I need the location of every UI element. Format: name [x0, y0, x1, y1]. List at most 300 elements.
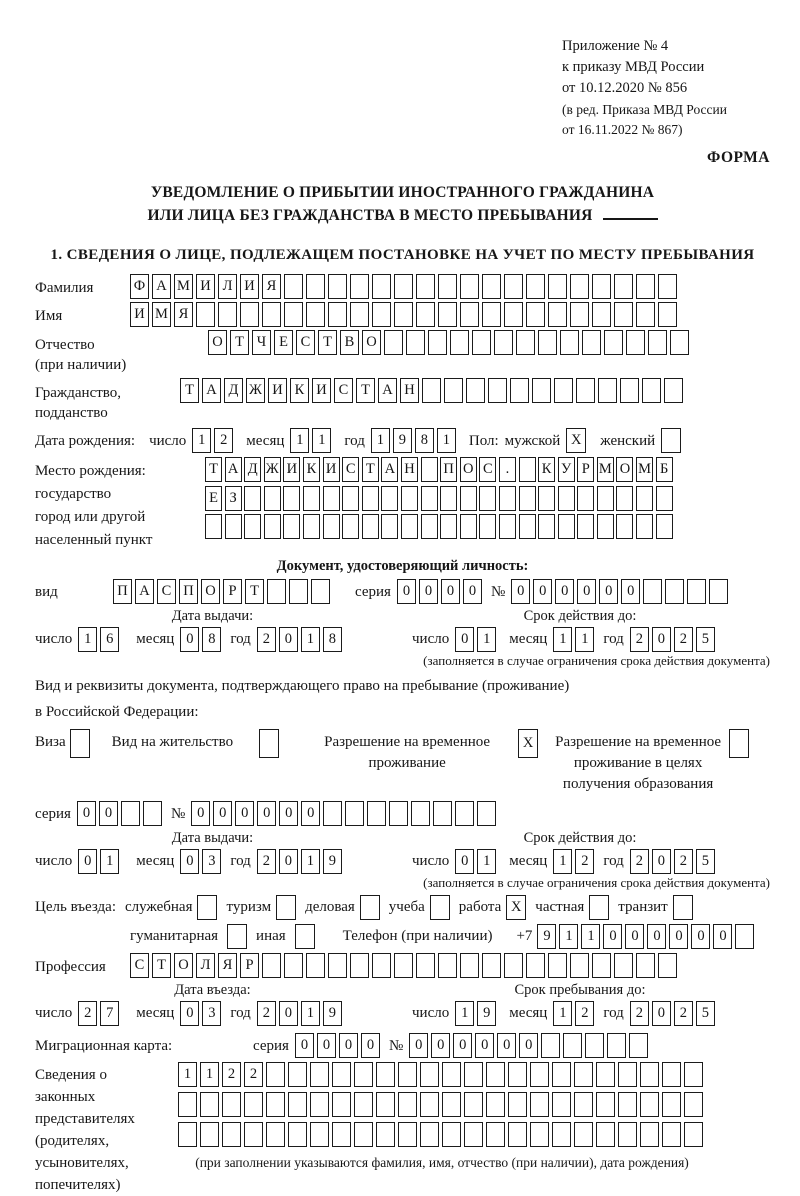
char-cell[interactable]	[196, 302, 215, 327]
char-cell[interactable]: 1	[312, 428, 331, 453]
char-cell[interactable]	[530, 1062, 549, 1087]
char-cell[interactable]: 9	[323, 1001, 342, 1026]
char-cell[interactable]	[560, 330, 579, 355]
char-cell[interactable]	[636, 953, 655, 978]
char-cell[interactable]: И	[240, 274, 259, 299]
char-cell[interactable]	[532, 378, 551, 403]
char-cell[interactable]	[479, 514, 496, 539]
char-cell[interactable]: 0	[361, 1033, 380, 1058]
char-cell[interactable]: 0	[419, 579, 438, 604]
char-cell[interactable]: 0	[441, 579, 460, 604]
char-cell[interactable]	[687, 579, 706, 604]
char-cell[interactable]	[486, 1062, 505, 1087]
char-cell[interactable]	[244, 514, 261, 539]
char-cell[interactable]: 0	[180, 1001, 199, 1026]
char-cell[interactable]: Ж	[264, 457, 281, 482]
char-cell[interactable]: С	[130, 953, 149, 978]
char-cell[interactable]	[636, 514, 653, 539]
char-cell[interactable]	[629, 1033, 648, 1058]
char-cell[interactable]: О	[201, 579, 220, 604]
char-cell[interactable]	[577, 486, 594, 511]
char-cell[interactable]: 1	[301, 627, 320, 652]
char-cell[interactable]	[640, 1062, 659, 1087]
char-cell[interactable]	[499, 486, 516, 511]
char-cell[interactable]: Т	[230, 330, 249, 355]
char-cell[interactable]	[658, 274, 677, 299]
char-cell[interactable]	[570, 953, 589, 978]
char-cell[interactable]	[283, 514, 300, 539]
char-cell[interactable]	[614, 953, 633, 978]
purpose-rabota-checkbox[interactable]: X	[506, 895, 526, 920]
char-cell[interactable]: М	[174, 274, 193, 299]
char-cell[interactable]	[222, 1122, 241, 1147]
char-cell[interactable]	[709, 579, 728, 604]
char-cell[interactable]: М	[597, 457, 614, 482]
char-cell[interactable]: 1	[192, 428, 211, 453]
char-cell[interactable]	[303, 514, 320, 539]
char-cell[interactable]	[662, 1062, 681, 1087]
purpose-ucheba-checkbox[interactable]	[430, 895, 450, 920]
char-cell[interactable]	[504, 953, 523, 978]
char-cell[interactable]: Я	[262, 274, 281, 299]
char-cell[interactable]	[658, 302, 677, 327]
char-cell[interactable]	[266, 1062, 285, 1087]
char-cell[interactable]	[662, 1122, 681, 1147]
char-cell[interactable]	[381, 514, 398, 539]
char-cell[interactable]	[616, 514, 633, 539]
char-cell[interactable]	[306, 953, 325, 978]
char-cell[interactable]	[530, 1092, 549, 1117]
char-cell[interactable]: 2	[257, 627, 276, 652]
char-cell[interactable]: 0	[431, 1033, 450, 1058]
char-cell[interactable]	[642, 378, 661, 403]
char-cell[interactable]	[398, 1092, 417, 1117]
char-cell[interactable]: 0	[475, 1033, 494, 1058]
char-cell[interactable]	[598, 378, 617, 403]
char-cell[interactable]: 0	[279, 627, 298, 652]
char-cell[interactable]	[592, 302, 611, 327]
char-cell[interactable]	[244, 486, 261, 511]
char-cell[interactable]: Т	[180, 378, 199, 403]
char-cell[interactable]	[444, 378, 463, 403]
char-cell[interactable]: 0	[317, 1033, 336, 1058]
char-cell[interactable]	[576, 378, 595, 403]
char-cell[interactable]	[354, 1092, 373, 1117]
char-cell[interactable]: 2	[257, 1001, 276, 1026]
char-cell[interactable]	[614, 274, 633, 299]
char-cell[interactable]: И	[283, 457, 300, 482]
char-cell[interactable]: П	[179, 579, 198, 604]
char-cell[interactable]	[479, 486, 496, 511]
char-cell[interactable]: .	[499, 457, 516, 482]
char-cell[interactable]: М	[636, 457, 653, 482]
char-cell[interactable]: 0	[279, 801, 298, 826]
char-cell[interactable]: Ф	[130, 274, 149, 299]
char-cell[interactable]	[310, 1092, 329, 1117]
char-cell[interactable]: 0	[519, 1033, 538, 1058]
char-cell[interactable]: Ж	[246, 378, 265, 403]
purpose-sluzhebnaya-checkbox[interactable]	[197, 895, 217, 920]
char-cell[interactable]	[552, 1092, 571, 1117]
char-cell[interactable]	[442, 1062, 461, 1087]
char-cell[interactable]: Р	[223, 579, 242, 604]
char-cell[interactable]: 1	[581, 924, 600, 949]
char-cell[interactable]: 8	[202, 627, 221, 652]
char-cell[interactable]	[450, 330, 469, 355]
char-cell[interactable]	[350, 953, 369, 978]
gender-female-checkbox[interactable]	[661, 428, 681, 453]
char-cell[interactable]: 9	[393, 428, 412, 453]
char-cell[interactable]	[416, 274, 435, 299]
char-cell[interactable]	[482, 302, 501, 327]
char-cell[interactable]	[381, 486, 398, 511]
char-cell[interactable]: 0	[279, 849, 298, 874]
char-cell[interactable]	[735, 924, 754, 949]
char-cell[interactable]	[640, 1122, 659, 1147]
char-cell[interactable]	[442, 1092, 461, 1117]
char-cell[interactable]: Я	[218, 953, 237, 978]
purpose-turizm-checkbox[interactable]	[276, 895, 296, 920]
char-cell[interactable]: 0	[577, 579, 596, 604]
char-cell[interactable]	[570, 274, 589, 299]
char-cell[interactable]	[200, 1122, 219, 1147]
char-cell[interactable]: 0	[625, 924, 644, 949]
residence-permit-checkbox[interactable]	[259, 729, 279, 758]
char-cell[interactable]: Ч	[252, 330, 271, 355]
char-cell[interactable]	[311, 579, 330, 604]
char-cell[interactable]: 0	[533, 579, 552, 604]
char-cell[interactable]	[438, 274, 457, 299]
char-cell[interactable]	[406, 330, 425, 355]
char-cell[interactable]: Л	[218, 274, 237, 299]
char-cell[interactable]: 0	[455, 627, 474, 652]
char-cell[interactable]	[401, 514, 418, 539]
char-cell[interactable]: 2	[630, 849, 649, 874]
char-cell[interactable]	[323, 801, 342, 826]
char-cell[interactable]	[310, 1122, 329, 1147]
char-cell[interactable]	[582, 330, 601, 355]
char-cell[interactable]	[464, 1092, 483, 1117]
char-cell[interactable]	[538, 486, 555, 511]
char-cell[interactable]: 0	[555, 579, 574, 604]
char-cell[interactable]	[460, 514, 477, 539]
char-cell[interactable]: 0	[497, 1033, 516, 1058]
char-cell[interactable]	[266, 1092, 285, 1117]
char-cell[interactable]: 0	[191, 801, 210, 826]
char-cell[interactable]: 0	[652, 1001, 671, 1026]
char-cell[interactable]: И	[312, 378, 331, 403]
char-cell[interactable]	[411, 801, 430, 826]
char-cell[interactable]	[482, 274, 501, 299]
char-cell[interactable]	[510, 378, 529, 403]
char-cell[interactable]: И	[196, 274, 215, 299]
char-cell[interactable]	[526, 953, 545, 978]
char-cell[interactable]	[200, 1092, 219, 1117]
char-cell[interactable]: 0	[180, 849, 199, 874]
char-cell[interactable]	[684, 1092, 703, 1117]
char-cell[interactable]	[618, 1062, 637, 1087]
char-cell[interactable]: 1	[200, 1062, 219, 1087]
char-cell[interactable]: А	[225, 457, 242, 482]
char-cell[interactable]	[440, 486, 457, 511]
char-cell[interactable]	[552, 1122, 571, 1147]
char-cell[interactable]	[240, 302, 259, 327]
char-cell[interactable]	[658, 953, 677, 978]
char-cell[interactable]	[218, 302, 237, 327]
char-cell[interactable]	[438, 302, 457, 327]
char-cell[interactable]	[472, 330, 491, 355]
gender-male-checkbox[interactable]: X	[566, 428, 586, 453]
char-cell[interactable]	[420, 1092, 439, 1117]
char-cell[interactable]	[519, 486, 536, 511]
char-cell[interactable]	[416, 302, 435, 327]
char-cell[interactable]	[508, 1122, 527, 1147]
char-cell[interactable]: Т	[362, 457, 379, 482]
char-cell[interactable]	[244, 1122, 263, 1147]
char-cell[interactable]: 2	[575, 1001, 594, 1026]
char-cell[interactable]	[486, 1092, 505, 1117]
char-cell[interactable]: 1	[100, 849, 119, 874]
char-cell[interactable]	[328, 274, 347, 299]
char-cell[interactable]: Д	[244, 457, 261, 482]
char-cell[interactable]	[345, 801, 364, 826]
char-cell[interactable]	[554, 378, 573, 403]
char-cell[interactable]	[656, 514, 673, 539]
char-cell[interactable]: 0	[339, 1033, 358, 1058]
char-cell[interactable]	[486, 1122, 505, 1147]
purpose-delovaya-checkbox[interactable]	[360, 895, 380, 920]
char-cell[interactable]	[342, 486, 359, 511]
char-cell[interactable]: П	[113, 579, 132, 604]
char-cell[interactable]	[519, 514, 536, 539]
char-cell[interactable]	[516, 330, 535, 355]
char-cell[interactable]	[442, 1122, 461, 1147]
char-cell[interactable]	[376, 1062, 395, 1087]
char-cell[interactable]: У	[558, 457, 575, 482]
char-cell[interactable]: 2	[244, 1062, 263, 1087]
char-cell[interactable]	[222, 1092, 241, 1117]
char-cell[interactable]	[558, 486, 575, 511]
char-cell[interactable]	[548, 274, 567, 299]
char-cell[interactable]: 2	[222, 1062, 241, 1087]
char-cell[interactable]: 0	[691, 924, 710, 949]
char-cell[interactable]	[267, 579, 286, 604]
char-cell[interactable]	[574, 1062, 593, 1087]
char-cell[interactable]	[460, 302, 479, 327]
char-cell[interactable]	[416, 953, 435, 978]
char-cell[interactable]	[662, 1092, 681, 1117]
char-cell[interactable]	[262, 953, 281, 978]
char-cell[interactable]	[519, 457, 536, 482]
char-cell[interactable]: 5	[696, 849, 715, 874]
char-cell[interactable]: 2	[674, 849, 693, 874]
char-cell[interactable]	[428, 330, 447, 355]
char-cell[interactable]: И	[130, 302, 149, 327]
char-cell[interactable]	[394, 274, 413, 299]
char-cell[interactable]: 0	[453, 1033, 472, 1058]
char-cell[interactable]	[332, 1122, 351, 1147]
char-cell[interactable]: 1	[301, 1001, 320, 1026]
char-cell[interactable]: 2	[214, 428, 233, 453]
char-cell[interactable]	[401, 486, 418, 511]
char-cell[interactable]: О	[460, 457, 477, 482]
char-cell[interactable]: Т	[152, 953, 171, 978]
char-cell[interactable]: О	[174, 953, 193, 978]
char-cell[interactable]	[626, 330, 645, 355]
char-cell[interactable]	[596, 1092, 615, 1117]
char-cell[interactable]: П	[440, 457, 457, 482]
char-cell[interactable]	[570, 302, 589, 327]
char-cell[interactable]	[372, 953, 391, 978]
char-cell[interactable]: 0	[603, 924, 622, 949]
char-cell[interactable]: Я	[174, 302, 193, 327]
char-cell[interactable]	[464, 1062, 483, 1087]
char-cell[interactable]	[466, 378, 485, 403]
char-cell[interactable]: 9	[537, 924, 556, 949]
char-cell[interactable]: М	[152, 302, 171, 327]
char-cell[interactable]: 5	[696, 1001, 715, 1026]
char-cell[interactable]: 2	[630, 1001, 649, 1026]
char-cell[interactable]: 0	[180, 627, 199, 652]
char-cell[interactable]: 0	[235, 801, 254, 826]
char-cell[interactable]	[332, 1092, 351, 1117]
char-cell[interactable]: Е	[205, 486, 222, 511]
char-cell[interactable]: С	[157, 579, 176, 604]
char-cell[interactable]	[656, 486, 673, 511]
char-cell[interactable]	[552, 1062, 571, 1087]
char-cell[interactable]: А	[381, 457, 398, 482]
char-cell[interactable]	[648, 330, 667, 355]
char-cell[interactable]: 1	[455, 1001, 474, 1026]
char-cell[interactable]	[143, 801, 162, 826]
char-cell[interactable]	[488, 378, 507, 403]
char-cell[interactable]	[288, 1092, 307, 1117]
purpose-inaya-checkbox[interactable]	[295, 924, 315, 949]
char-cell[interactable]: 2	[257, 849, 276, 874]
char-cell[interactable]	[323, 514, 340, 539]
char-cell[interactable]: 1	[371, 428, 390, 453]
char-cell[interactable]	[574, 1122, 593, 1147]
char-cell[interactable]	[262, 302, 281, 327]
char-cell[interactable]: И	[323, 457, 340, 482]
char-cell[interactable]: 1	[553, 1001, 572, 1026]
char-cell[interactable]	[597, 514, 614, 539]
char-cell[interactable]	[618, 1092, 637, 1117]
char-cell[interactable]: О	[362, 330, 381, 355]
char-cell[interactable]	[288, 1062, 307, 1087]
char-cell[interactable]: 0	[669, 924, 688, 949]
temp-residence-checkbox[interactable]: X	[518, 729, 538, 758]
char-cell[interactable]	[636, 486, 653, 511]
char-cell[interactable]: 2	[78, 1001, 97, 1026]
char-cell[interactable]	[636, 274, 655, 299]
purpose-tranzit-checkbox[interactable]	[673, 895, 693, 920]
char-cell[interactable]	[684, 1062, 703, 1087]
char-cell[interactable]	[264, 486, 281, 511]
char-cell[interactable]: А	[378, 378, 397, 403]
char-cell[interactable]	[121, 801, 140, 826]
char-cell[interactable]	[460, 486, 477, 511]
char-cell[interactable]	[264, 514, 281, 539]
char-cell[interactable]	[464, 1122, 483, 1147]
char-cell[interactable]	[592, 274, 611, 299]
char-cell[interactable]	[421, 486, 438, 511]
char-cell[interactable]	[376, 1092, 395, 1117]
char-cell[interactable]: 1	[178, 1062, 197, 1087]
char-cell[interactable]	[376, 1122, 395, 1147]
char-cell[interactable]	[604, 330, 623, 355]
char-cell[interactable]	[288, 1122, 307, 1147]
char-cell[interactable]: А	[135, 579, 154, 604]
char-cell[interactable]: А	[202, 378, 221, 403]
char-cell[interactable]	[596, 1122, 615, 1147]
char-cell[interactable]: З	[225, 486, 242, 511]
char-cell[interactable]: 0	[279, 1001, 298, 1026]
char-cell[interactable]: И	[268, 378, 287, 403]
char-cell[interactable]: 9	[323, 849, 342, 874]
char-cell[interactable]	[530, 1122, 549, 1147]
char-cell[interactable]	[526, 274, 545, 299]
char-cell[interactable]: А	[152, 274, 171, 299]
char-cell[interactable]	[289, 579, 308, 604]
char-cell[interactable]: 0	[713, 924, 732, 949]
char-cell[interactable]: Р	[577, 457, 594, 482]
char-cell[interactable]: 0	[78, 849, 97, 874]
char-cell[interactable]	[504, 274, 523, 299]
char-cell[interactable]	[548, 953, 567, 978]
visa-checkbox[interactable]	[70, 729, 90, 758]
char-cell[interactable]	[640, 1092, 659, 1117]
char-cell[interactable]: 0	[257, 801, 276, 826]
char-cell[interactable]: 0	[301, 801, 320, 826]
char-cell[interactable]	[577, 514, 594, 539]
char-cell[interactable]: Д	[224, 378, 243, 403]
char-cell[interactable]: 3	[202, 849, 221, 874]
char-cell[interactable]: 0	[599, 579, 618, 604]
char-cell[interactable]: 0	[511, 579, 530, 604]
char-cell[interactable]: 0	[99, 801, 118, 826]
char-cell[interactable]	[504, 302, 523, 327]
char-cell[interactable]: 0	[652, 627, 671, 652]
char-cell[interactable]: 0	[463, 579, 482, 604]
char-cell[interactable]	[592, 953, 611, 978]
char-cell[interactable]	[225, 514, 242, 539]
char-cell[interactable]	[477, 801, 496, 826]
char-cell[interactable]: 0	[295, 1033, 314, 1058]
char-cell[interactable]	[482, 953, 501, 978]
char-cell[interactable]: Л	[196, 953, 215, 978]
char-cell[interactable]	[303, 486, 320, 511]
char-cell[interactable]: 1	[301, 849, 320, 874]
char-cell[interactable]	[538, 514, 555, 539]
char-cell[interactable]	[508, 1092, 527, 1117]
char-cell[interactable]: 1	[290, 428, 309, 453]
char-cell[interactable]	[670, 330, 689, 355]
char-cell[interactable]: Н	[400, 378, 419, 403]
char-cell[interactable]	[244, 1092, 263, 1117]
char-cell[interactable]: К	[303, 457, 320, 482]
char-cell[interactable]	[499, 514, 516, 539]
char-cell[interactable]: 1	[437, 428, 456, 453]
purpose-gumanitarnaya-checkbox[interactable]	[227, 924, 247, 949]
char-cell[interactable]: 1	[559, 924, 578, 949]
char-cell[interactable]: 0	[647, 924, 666, 949]
char-cell[interactable]: 2	[674, 627, 693, 652]
char-cell[interactable]	[664, 378, 683, 403]
char-cell[interactable]	[328, 953, 347, 978]
char-cell[interactable]	[306, 274, 325, 299]
char-cell[interactable]	[620, 378, 639, 403]
